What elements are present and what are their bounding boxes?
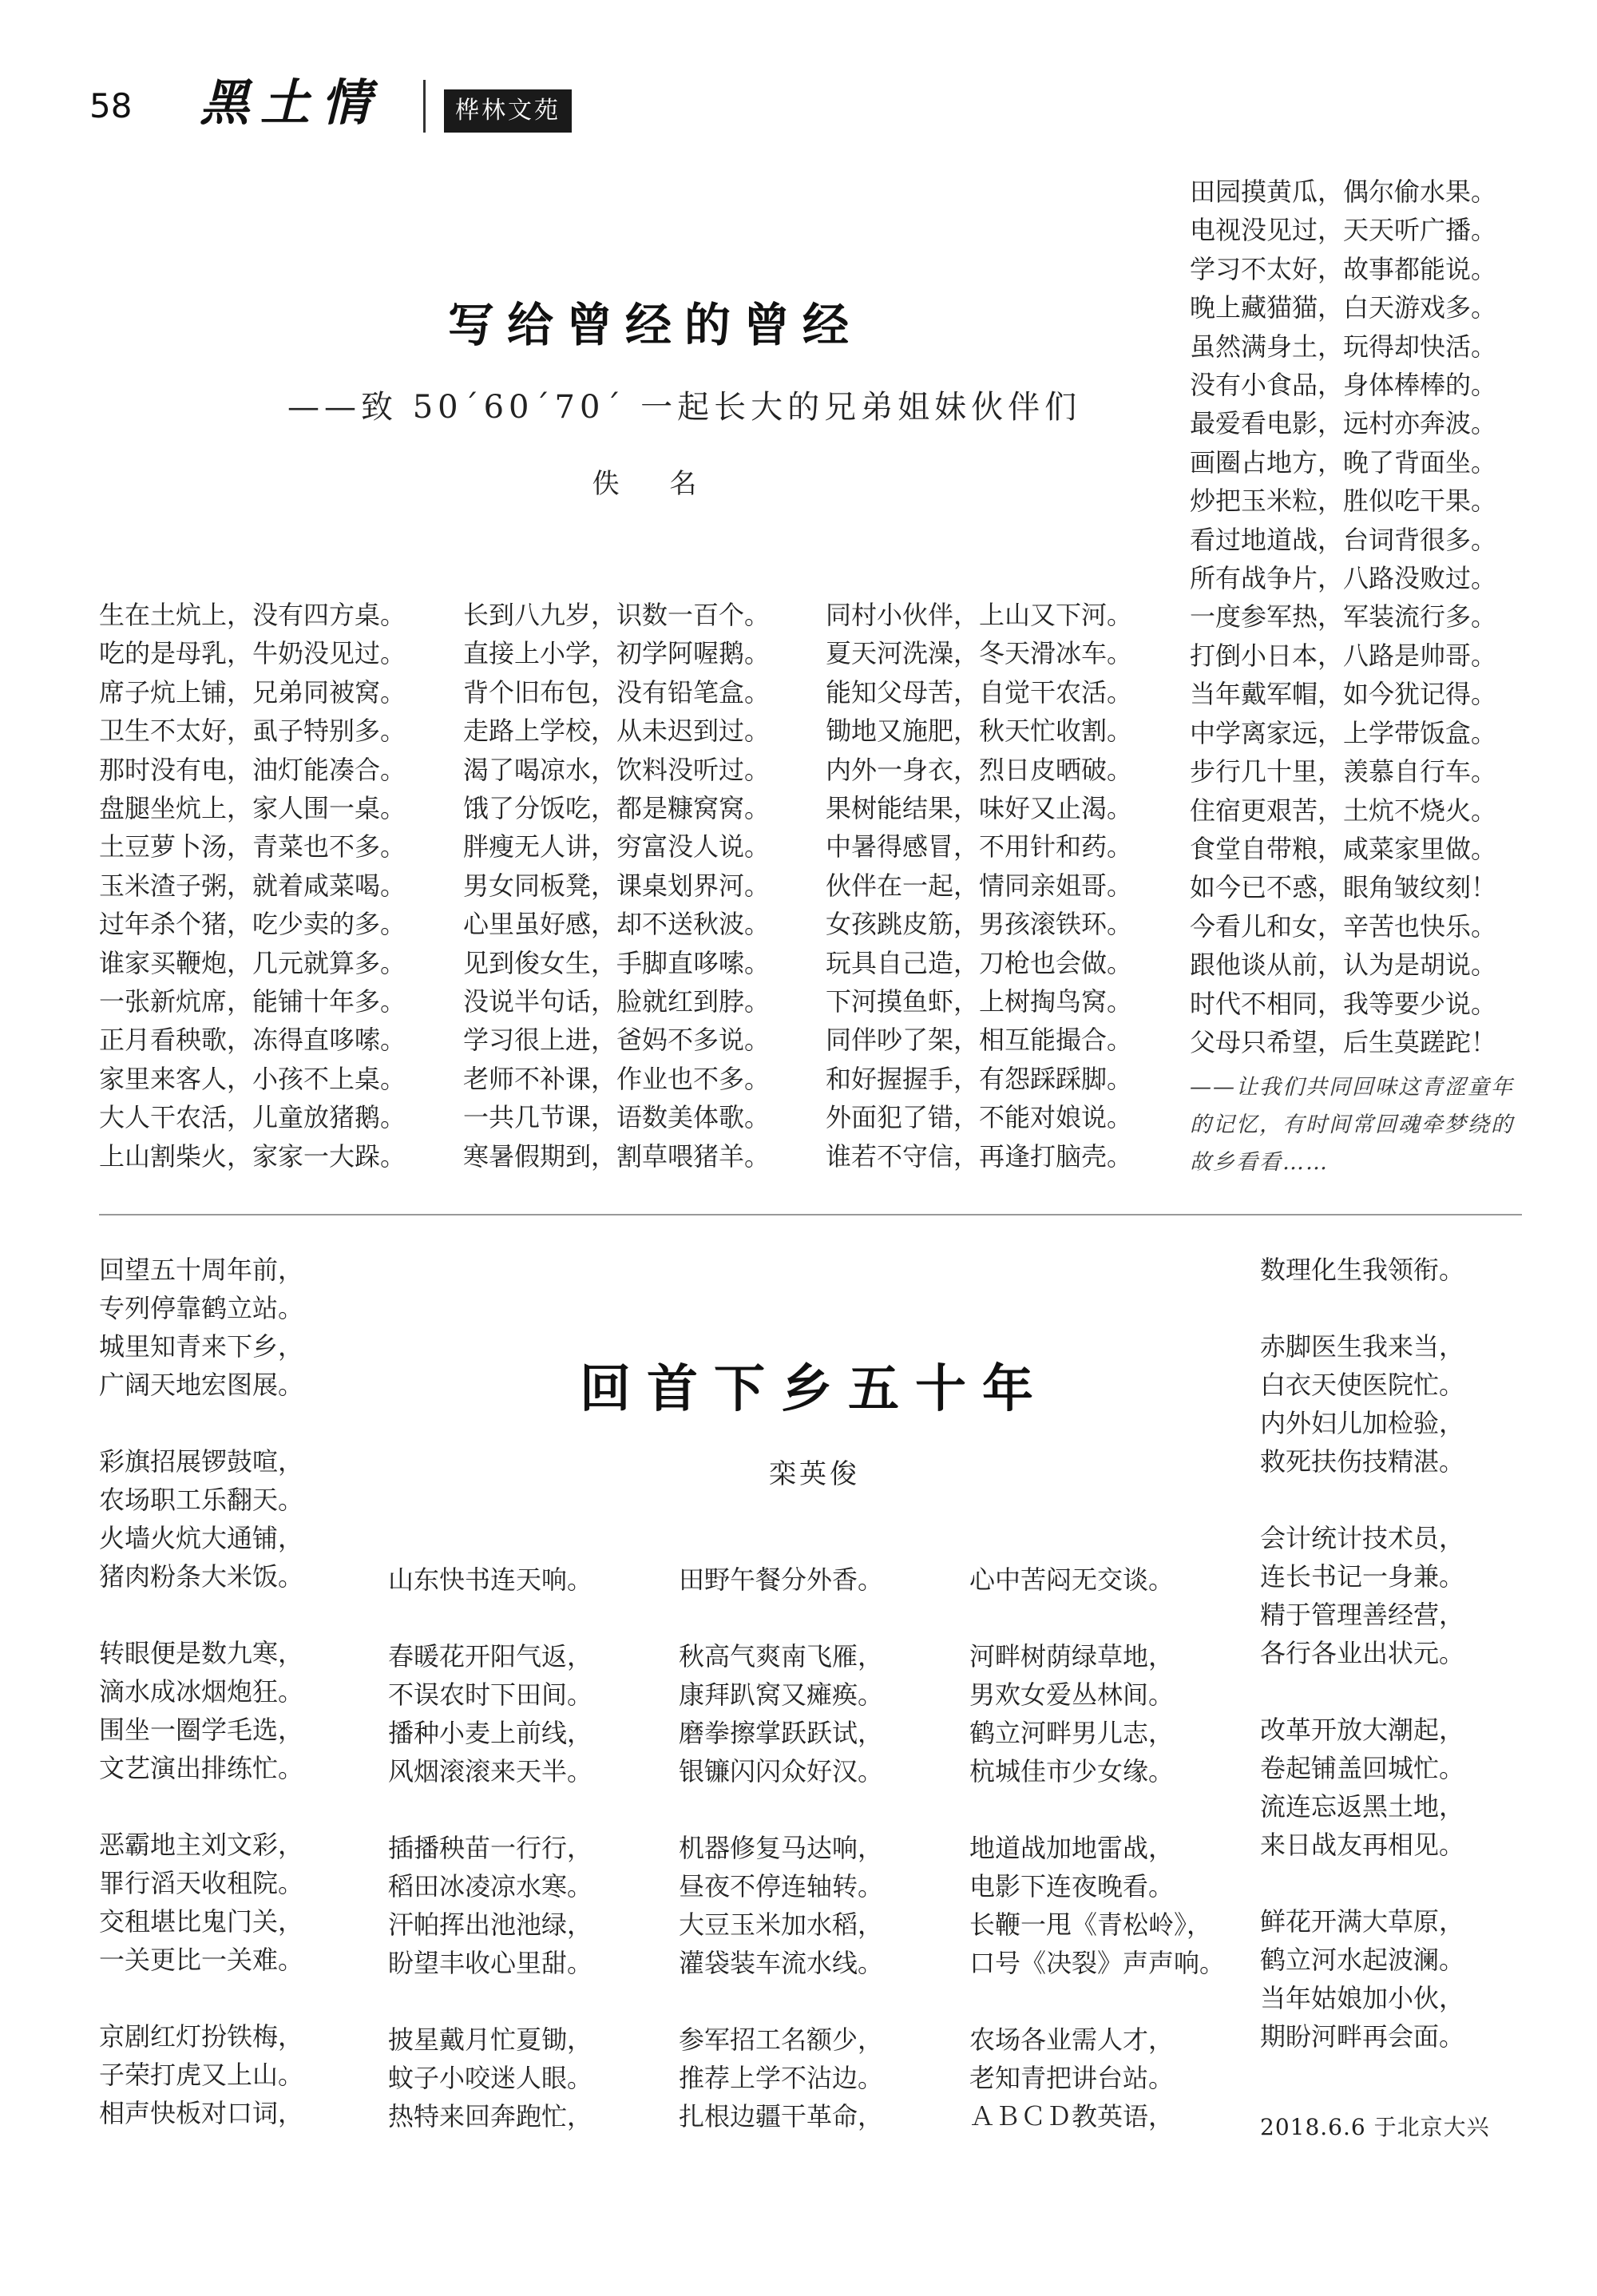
poem-line: 鹤立河畔男儿志， [969,1718,1175,1748]
poem-line: 内外一身衣，烈日皮晒破。 [826,754,1133,785]
poem-line: 席子炕上铺，兄弟同被窝。 [99,676,406,708]
poem-line: 春暖花开阳气返， [388,1641,593,1671]
poem-line: 播种小麦上前线， [388,1718,593,1748]
poem-line: ＡＢＣＤ教英语， [969,2101,1175,2131]
poem-line: 鹤立河水起波澜。 [1260,1945,1465,1975]
poem-line [388,1790,592,1829]
poem-line: 河畔树荫绿草地， [969,1641,1175,1671]
poem-line: 交租堪比鬼门关， [99,1906,304,1937]
poem-line: 男女同板凳，课桌划界河。 [463,870,771,901]
poem-line: 心中苦闷无交谈。 [969,1564,1175,1595]
poem-line: 恶霸地主刘文彩， [99,1830,304,1860]
poem-line [679,1599,883,1637]
poem-line: 田园摸黄瓜，偶尔偷水果。 [1190,176,1497,207]
poem2-column-5 [1260,1251,1464,2056]
poem-line: 没有小食品，身体棒棒的。 [1190,370,1497,401]
poem-line: 当年戴军帽，如今犹记得。 [1190,679,1497,710]
poem-line: 山东快书连天响。 [388,1564,593,1595]
poem1-dedication: ——让我们共同回味这青涩童年的记忆，有时间常回魂牵梦绕的故乡看看…… [1190,1075,1514,1175]
poem-line: 和好握握手，有怨踩踩脚。 [826,1063,1133,1094]
poem-line: 生在土炕上，没有四方桌。 [99,600,406,630]
poem-line: 卷起铺盖回城忙。 [1260,1753,1465,1783]
poem-line: 炒把玉米粒，胜似吃干果。 [1190,486,1497,517]
poem-line: 转眼便是数九寒， [99,1638,304,1668]
poem-line: 最爱看电影，远村亦奔波。 [1190,408,1497,439]
poem-line: 那时没有电，油灯能凑合。 [99,754,406,785]
poem-line: 学习不太好，故事都能说。 [1190,253,1497,284]
poem1-subtitle: ——致 50´60´70´ 一起长大的兄弟姐妹伙伴们 [287,389,1082,426]
poem2-column-2 [388,1560,592,2135]
poem-line: 火墙火炕大通铺， [99,1523,304,1553]
poem-line [388,1599,592,1637]
poem-line: 围坐一圈学毛选， [99,1715,304,1745]
poem-line: 父母只希望，后生莫蹉跎！ [1190,1026,1497,1057]
poem2-column-1 [99,1251,303,2132]
poem-line: 土豆萝卜汤，青菜也不多。 [99,831,406,862]
poem-line: 卫生不太好，虱子特别多。 [99,716,406,747]
poem-line: 盼望丰收心里甜。 [388,1948,593,1978]
poem1-column-2 [463,596,770,1176]
poem-line: 赤脚医生我来当， [1260,1331,1465,1362]
poem1-column-1 [99,596,406,1176]
poem-line: 果树能结果，味好又止渴。 [826,793,1133,824]
poem-line: 秋高气爽南飞雁， [679,1641,884,1671]
poem-line: 当年姑娘加小伙， [1260,1983,1465,2013]
magazine-logo: 黑土情 [200,73,382,132]
section-badge: 桦林文苑 [444,89,572,133]
poem-line: 中暑得感冒，不用针和药。 [826,831,1133,862]
poem-line: 女孩跳皮筋，男孩滚铁环。 [826,909,1133,940]
poem-line: 城里知青来下乡， [99,1331,304,1362]
poem-line: 没说半句话，脸就红到脖。 [463,986,771,1017]
poem-line: 白衣天使医院忙。 [1260,1370,1465,1400]
poem-line [388,1982,592,2020]
poem-line: 大人干农活，儿童放猪鹅。 [99,1102,406,1133]
poem-line: 下河摸鱼虾，上树掏鸟窝。 [826,986,1133,1017]
poem-line: 蚊子小咬迷人眼。 [388,2063,593,2093]
poem-line: 地道战加地雷战， [969,1833,1175,1863]
poem-line: 电影下连夜晚看。 [969,1871,1175,1901]
poem-line [1260,1289,1464,1327]
section-divider [99,1214,1522,1215]
poem-line: 田野午餐分外香。 [679,1564,884,1595]
poem1-title: 写给曾经的曾经 [447,298,862,352]
poem-line: 彩旗招展锣鼓喧， [99,1446,304,1477]
poem-line: 同伴吵了架，相互能撮合。 [826,1025,1133,1056]
poem-line: 玉米渣子粥，就着咸菜喝。 [99,870,406,901]
poem-line: 打倒小日本，八路是帅哥。 [1190,640,1497,671]
poem-line [1260,1864,1464,1902]
poem-line: 过年杀个猪，吃少卖的多。 [99,909,406,940]
poem-line [99,1596,303,1634]
poem-line: 锄地又施肥，秋天忙收割。 [826,716,1133,747]
poem-line: 看过地道战，台词背很多。 [1190,524,1497,555]
poem-line: 老知青把讲台站。 [969,2063,1175,2093]
poem-line: 大豆玉米加水稻， [679,1909,884,1940]
poem-line: 农场各业需人才， [969,2024,1175,2055]
poem-line: 各行各业出状元。 [1260,1638,1465,1668]
poem2-title: 回首下乡五十年 [580,1359,1049,1419]
poem-line: 长鞭一甩《青松岭》， [969,1909,1213,1940]
poem-line: 扎根边疆干革命， [679,2101,884,2131]
poem-line: 风烟滚滚来天半。 [388,1756,593,1786]
poem-line: 男欢女爱丛林间。 [969,1679,1175,1710]
poem-line: 一张新炕席，能铺十年多。 [99,986,406,1017]
poem2-date: 2018.6.6 于北京大兴 [1260,2114,1490,2140]
poem-line: 灌袋装车流水线。 [679,1948,884,1978]
poem-line: 鲜花开满大草原， [1260,1906,1465,1937]
poem-line: 参军招工名额少， [679,2024,884,2055]
poem-line: 心里虽好感，却不送秋波。 [463,909,771,940]
poem-line: 稻田冰凌凉水寒。 [388,1871,593,1901]
poem-line: 推荐上学不沾边。 [679,2063,884,2093]
poem-line: 热特来回奔跑忙， [388,2101,593,2131]
poem-line: 流连忘返黑土地， [1260,1791,1465,1822]
poem-line: 数理化生我领衔。 [1260,1255,1465,1285]
poem2-author: 栾英俊 [769,1458,860,1490]
poem-line: 不误农时下田间。 [388,1679,593,1710]
poem-line [1260,1672,1464,1711]
poem-line: 来日战友再相见。 [1260,1830,1465,1860]
poem-line: 回望五十周年前， [99,1255,304,1285]
poem-line: 能知父母苦，自觉干农活。 [826,676,1133,708]
poem-line: 子荣打虎又上山。 [99,2060,304,2090]
poem-line: 吃的是母乳，牛奶没见过。 [99,638,406,669]
poem-line [969,1790,1225,1829]
poem-line: 胖瘦无人讲，穷富没人说。 [463,831,771,862]
poem-line: 机器修复马达响， [679,1833,884,1863]
poem-line: 相声快板对口词， [99,2098,304,2128]
poem-line: 外面犯了错，不能对娘说。 [826,1102,1133,1133]
page-number: 58 [89,86,133,125]
poem-line [99,1404,303,1442]
poem-line: 改革开放大潮起， [1260,1715,1465,1745]
poem-line: 电视没见过，天天听广播。 [1190,215,1497,246]
poem2-column-4 [969,1560,1225,2135]
poem-line: 精于管理善经营， [1260,1600,1465,1630]
poem-line: 晚上藏猫猫，白天游戏多。 [1190,292,1497,323]
poem-line: 救死扶伤技精湛。 [1260,1446,1465,1477]
poem-line: 夏天河洗澡，冬天滑冰车。 [826,638,1133,669]
poem-line: 步行几十里，羡慕自行车。 [1190,756,1497,787]
poem-line: 背个旧布包，没有铅笔盒。 [463,676,771,708]
poem-line [679,1982,883,2020]
poem-line: 时代不相同，我等要少说。 [1190,988,1497,1019]
poem-line [99,1787,303,1826]
poem-line: 谁家买鞭炮，几元就算多。 [99,947,406,978]
poem-line [679,1790,883,1829]
poem-line: 食堂自带粮，咸菜家里做。 [1190,833,1497,864]
poem-line: 广阔天地宏图展。 [99,1370,304,1400]
poem-line: 专列停靠鹤立站。 [99,1293,304,1323]
poem-line: 汗帕挥出池池绿， [388,1909,593,1940]
poem-line: 跟他谈从前，认为是胡说。 [1190,950,1497,981]
poem-line: 画圈占地方，晚了背面坐。 [1190,446,1497,478]
poem-line: 虽然满身土，玩得却快活。 [1190,331,1497,362]
header-divider [423,80,426,133]
poem-line: 杭城佳市少女缘。 [969,1756,1175,1786]
poem-line: 披星戴月忙夏锄， [388,2024,593,2055]
poem1-column-4 [1190,172,1496,1061]
poem-line: 京剧红灯扮铁梅， [99,2021,304,2052]
poem-line [1260,1481,1464,1519]
poem-line: 文艺演出排练忙。 [99,1753,304,1783]
poem-line: 学习很上进，爸妈不多说。 [463,1025,771,1056]
poem1-column-3 [826,596,1132,1176]
poem-line: 直接上小学，初学阿喔鹅。 [463,638,771,669]
poem-line: 中学离家远，上学带饭盒。 [1190,717,1497,748]
poem-line: 内外妇儿加检验， [1260,1408,1465,1438]
poem-line: 老师不补课，作业也不多。 [463,1063,771,1094]
poem-line: 期盼河畔再会面。 [1260,2021,1465,2052]
poem-line: 同村小伙伴，上山又下河。 [826,600,1133,630]
poem-line: 会计统计技术员， [1260,1523,1465,1553]
poem-line: 一度参军热，军装流行多。 [1190,601,1497,632]
poem-line [99,1979,303,2017]
poem-line: 长到八九岁，识数一百个。 [463,600,771,630]
poem-line: 玩具自己造，刀枪也会做。 [826,947,1133,978]
poem-line: 上山割柴火，家家一大跺。 [99,1140,406,1172]
poem-line: 滴水成冰烟炮狂。 [99,1676,304,1707]
poem-line: 走路上学校，从未迟到过。 [463,716,771,747]
poem-line: 猪肉粉条大米饭。 [99,1561,304,1592]
poem-line: 住宿更艰苦，土炕不烧火。 [1190,795,1497,826]
poem-line: 所有战争片，八路没败过。 [1190,563,1497,594]
poem-line: 如今已不惑，眼角皱纹刻！ [1190,872,1497,903]
poem-line: 今看儿和女，辛苦也快乐。 [1190,910,1497,942]
poem-line: 家里来客人，小孩不上桌。 [99,1063,406,1094]
poem-line: 正月看秧歌，冻得直哆嗦。 [99,1025,406,1056]
poem-line: 农场职工乐翻天。 [99,1485,304,1515]
poem-line: 饿了分饭吃，都是糠窝窝。 [463,793,771,824]
poem-line: 罪行滔天收租院。 [99,1868,304,1898]
poem-line [969,1982,1225,2020]
poem1-author: 佚 名 [592,468,718,500]
poem-line: 康拜趴窝又瘫痪。 [679,1679,884,1710]
poem-line: 一关更比一关难。 [99,1945,304,1975]
poem-line: 寒暑假期到，割草喂猪羊。 [463,1140,771,1172]
poem-line: 连长书记一身兼。 [1260,1561,1465,1592]
poem-line: 银镰闪闪众好汉。 [679,1756,884,1786]
poem-line: 磨拳擦掌跃跃试， [679,1718,884,1748]
poem-line: 渴了喝凉水，饮料没听过。 [463,754,771,785]
poem-line: 盘腿坐炕上，家人围一桌。 [99,793,406,824]
poem-line: 口号《决裂》声声响。 [969,1948,1226,1978]
poem-line: 伙伴在一起，情同亲姐哥。 [826,870,1133,901]
poem-line: 昼夜不停连轴转。 [679,1871,884,1901]
poem-line: 谁若不守信，再逢打脑壳。 [826,1140,1133,1172]
poem2-column-3 [679,1560,883,2135]
poem-line: 一共几节课，语数美体歌。 [463,1102,771,1133]
poem-line: 插播秧苗一行行， [388,1833,593,1863]
poem-line: 见到俊女生，手脚直哆嗦。 [463,947,771,978]
poem-line [969,1599,1225,1637]
